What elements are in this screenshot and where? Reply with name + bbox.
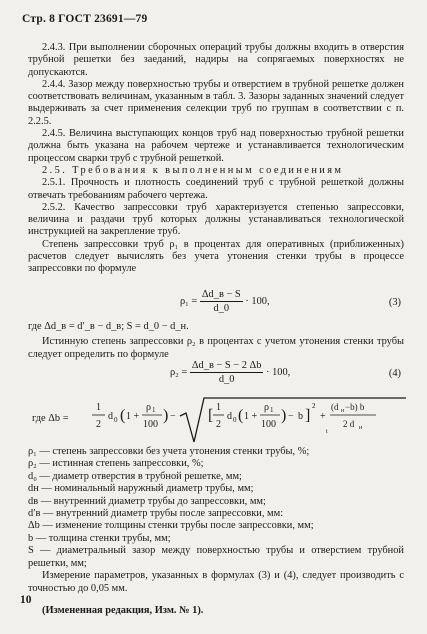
svg-text:н: н xyxy=(359,425,363,431)
formula-4 xyxy=(170,360,290,385)
svg-text:1: 1 xyxy=(216,402,221,413)
svg-text:(: ( xyxy=(238,407,244,424)
svg-text:1: 1 xyxy=(96,402,101,413)
svg-text:−: − xyxy=(170,411,176,422)
paragraph-measure: Измерение параметров, указанных в формулах (3) и (4), следует производить с точностью до 0,05 мм. xyxy=(28,570,404,594)
formula-delta-b-prefix: где Δb = xyxy=(32,413,69,424)
svg-text:(d: (d xyxy=(331,402,339,412)
svg-text:t: t xyxy=(326,429,328,435)
formula-3-tail: · 100, xyxy=(245,295,270,307)
formula-delta-b xyxy=(28,396,408,446)
paragraph-2-4-4: 2.4.4. Зазор между поверхностью трубы и отверстием в трубной решетке должен соответствовать величинам, указанным в табл. 3. Зазоры заданных значений следует выдерживать за счет применения селекции труб по группам в соответствии с п. 2.2.5. xyxy=(28,78,404,127)
legend-rho1: ρ₁ — степень запрессовки без учета утонения стенки трубы, %; xyxy=(28,446,310,457)
formula-delta-b-graphic xyxy=(28,396,408,446)
formula-4-denominator: d_0 xyxy=(218,374,235,385)
legend-b: b — толщина стенки трубы, мм; xyxy=(28,532,171,544)
paragraph-2-4-5: 2.4.5. Величина выступающих концов труб над поверхностью трубной решетки должна быть указана на рабочем чертеже и устанавливается технологическим процессом сварки труб с трубной решеткой. xyxy=(28,128,404,164)
formula-4-fraction xyxy=(190,360,264,385)
formula-3 xyxy=(180,289,270,314)
svg-text:−b) b: −b) b xyxy=(345,402,365,412)
formula-3-numerator: Δd_в − S xyxy=(201,289,241,300)
where-block xyxy=(28,321,404,361)
formula-3-lhs: ρ₁ = xyxy=(180,295,198,307)
svg-text:ρ: ρ xyxy=(264,402,269,413)
svg-text:+: + xyxy=(320,411,326,422)
legend-delta-b: Δb — изменение толщины стенки трубы после запрессовки, мм; xyxy=(28,520,314,532)
legend-dv-prime: d′в — внутренний диаметр трубы после запрессовки, мм: xyxy=(28,508,284,520)
formula-4-numerator: Δd_в − S − 2 Δb xyxy=(191,360,262,371)
svg-text:d: d xyxy=(227,411,232,422)
paragraph-rho2: Истинную степень запрессовки ρ₂ в процентах с учетом утонения стенки трубы следует определить по формуле xyxy=(28,336,404,360)
svg-text:ρ: ρ xyxy=(146,402,151,413)
svg-text:100: 100 xyxy=(261,419,276,430)
symbol-legend xyxy=(28,446,408,570)
section-2-4 xyxy=(28,42,404,276)
svg-text:2: 2 xyxy=(96,419,101,430)
svg-text:1 +: 1 + xyxy=(126,411,140,422)
formula-4-number: (4) xyxy=(388,368,401,379)
legend-dv: dв — внутренний диаметр трубы до запрессовки, мм; xyxy=(28,495,266,507)
paragraph-rho1: Степень запрессовки труб ρ₁ в процентах для оперативных (приближенных) расчетов следует вычислять без учета утонения стенки трубы в процессе запрессовки по формуле xyxy=(28,238,404,275)
svg-text:0: 0 xyxy=(114,416,118,424)
paragraph-2-4-3: 2.4.3. При выполнении сборочных операций трубы должны входить в отверстия трубной решетки без заеданий, надиры на сопрягаемых поверхностях не допускаются. xyxy=(28,42,404,78)
section-2-5-title: 2.5. Требования к выполненным соединениям xyxy=(42,164,344,176)
svg-text:100: 100 xyxy=(143,419,158,430)
svg-text:1: 1 xyxy=(152,406,156,414)
svg-text:−: − xyxy=(288,411,294,422)
where-delta: где Δd_в = d′_в − d_в; S = d_0 − d_н. xyxy=(28,321,189,332)
svg-text:0: 0 xyxy=(233,416,237,424)
closing-block xyxy=(28,560,404,628)
svg-text:1: 1 xyxy=(270,406,274,414)
svg-text:1 +: 1 + xyxy=(244,411,258,422)
legend-s: S — диаметральный зазор между поверхностью трубы и отверстием трубной решетки, мм; xyxy=(28,545,404,569)
legend-rho2: ρ₂ — истинная степень запрессовки, %; xyxy=(28,458,204,470)
page-number: 10 xyxy=(20,594,32,606)
formula-3-number: (3) xyxy=(388,297,401,308)
legend-dn: dн — номинальный наружный диаметр трубы, мм; xyxy=(28,483,254,495)
paragraph-2-5-2: 2.5.2. Качество запрессовки труб характеризуется степенью запрессовки, величина и раздачи труб которых должны устанавливаться технологической инструкцией на закрепление труб. xyxy=(28,201,404,238)
formula-4-lhs: ρ₂ = xyxy=(170,366,188,378)
svg-text:): ) xyxy=(281,407,287,424)
svg-text:[: [ xyxy=(208,407,214,424)
revision-note: (Измененная редакция, Изм. № 1). xyxy=(42,605,204,617)
svg-text:]: ] xyxy=(305,407,311,424)
svg-text:b: b xyxy=(298,411,303,422)
formula-3-denominator: d_0 xyxy=(213,303,230,314)
legend-d0: d₀ — диаметр отверстия в трубной решетке, мм; xyxy=(28,470,242,482)
paragraph-2-5-1: 2.5.1. Прочность и плотность соединений труб с трубной решеткой должны отвечать требованиям рабочего чертежа. xyxy=(28,177,404,201)
svg-text:): ) xyxy=(163,407,169,424)
svg-text:d: d xyxy=(108,411,113,422)
svg-text:н: н xyxy=(341,408,345,414)
formula-4-tail: · 100, xyxy=(266,366,291,378)
running-head: Стр. 8 ГОСТ 23691—79 xyxy=(22,13,148,25)
svg-text:(: ( xyxy=(120,407,126,424)
formula-3-fraction xyxy=(200,289,243,314)
svg-text:2: 2 xyxy=(216,419,221,430)
svg-text:2 d: 2 d xyxy=(343,419,355,429)
svg-text:2: 2 xyxy=(312,402,316,410)
